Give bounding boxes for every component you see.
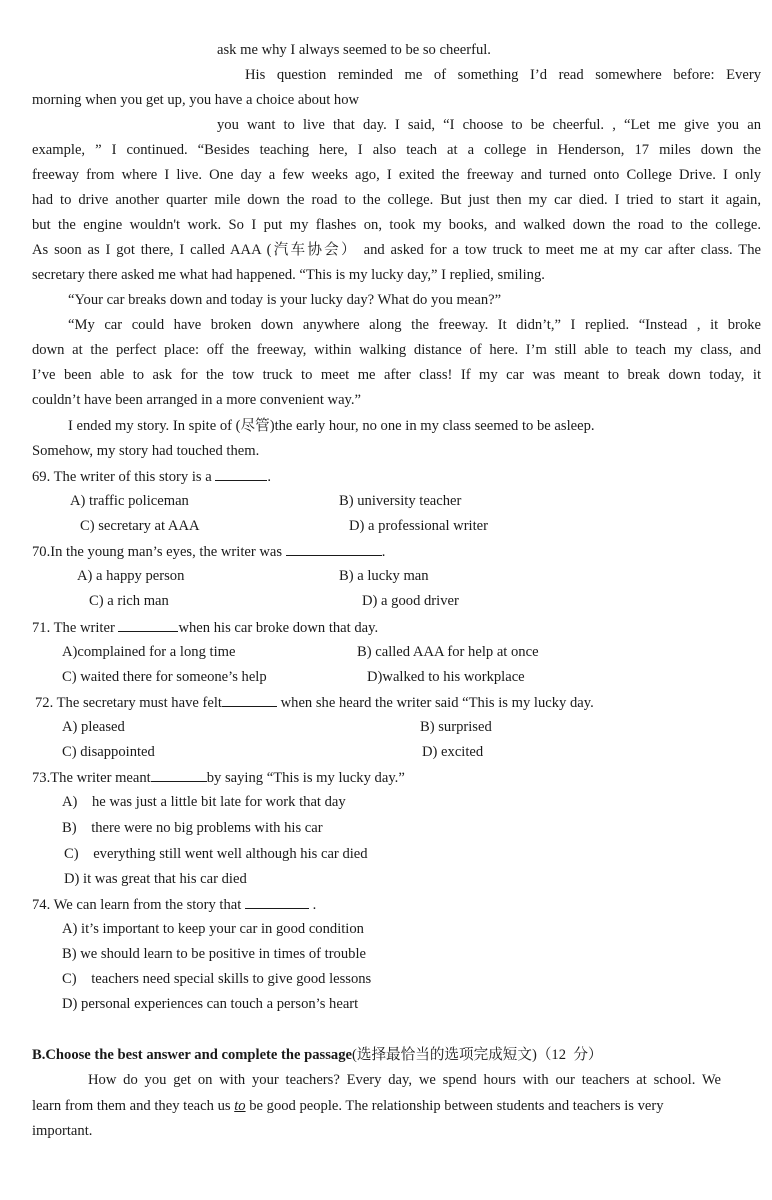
option[interactable]: C) a rich man xyxy=(89,593,169,609)
passage-line: couldn’t have been arranged in a more convenient way.” xyxy=(32,392,362,408)
answer-blank[interactable] xyxy=(222,693,277,707)
option[interactable]: C) everything still went well although his car died xyxy=(64,846,368,862)
passage-line: ask me why I always seemed to be so cheerful. xyxy=(217,42,491,58)
option[interactable]: A) he was just a little bit late for work that day xyxy=(62,794,346,810)
passage-line: “My car could have broken down anywhere along the freeway. It didn’t,” I replied. “Instead , it broke xyxy=(68,317,761,333)
answer-blank[interactable] xyxy=(215,467,267,481)
option[interactable]: A) a happy person xyxy=(77,568,185,584)
question-stem-text: . xyxy=(381,544,386,560)
question-73-stem xyxy=(32,768,405,787)
passage-line: down at the perfect place: off the freeway, within walking distance of here. I’m still able to teach my class, and xyxy=(32,342,761,358)
option[interactable]: A) pleased xyxy=(62,719,125,735)
passage-line: I’ve been able to ask for the tow truck to meet me after class! If my car was meant to break down today, it xyxy=(32,367,761,383)
paragraph-text: be good people. The relationship between students and teachers is very xyxy=(245,1098,664,1114)
option[interactable]: B) surprised xyxy=(420,719,492,735)
option[interactable]: B) called AAA for help at once xyxy=(357,644,539,660)
passage-line: but the engine wouldn't work. So I put my flashes on, took my books, and walked down the road to the college. xyxy=(32,217,761,233)
question-stem-text: by saying “This is my lucky day.” xyxy=(206,770,405,786)
question-stem-text: 74. We can learn from the story that xyxy=(32,897,242,913)
option[interactable]: A) traffic policeman xyxy=(70,493,189,509)
passage-line: Somehow, my story had touched them. xyxy=(32,443,260,459)
question-74-stem xyxy=(32,895,316,914)
option[interactable]: A)complained for a long time xyxy=(62,644,236,660)
section-b-title: B.Choose the best answer and complete the passage xyxy=(32,1047,352,1063)
question-70-stem xyxy=(32,542,385,561)
passage-line: “Your car breaks down and today is your lucky day? What do you mean?” xyxy=(68,292,502,308)
section-b-paragraph xyxy=(32,1097,761,1115)
passage-line: secretary there asked me what had happened. “This is my lucky day,” I replied, smiling. xyxy=(32,267,545,283)
passage-line: you want to live that day. I said, “I choose to be cheerful. , “Let me give you an xyxy=(217,117,761,133)
passage-line: freeway from where I live. One day a few weeks ago, I exited the freeway and turned onto College Drive. I only xyxy=(32,167,761,183)
question-72-stem xyxy=(35,693,594,712)
passage-line: morning when you get up, you have a choice about how xyxy=(32,92,360,108)
section-b-title-cn: (选择最恰当的选项完成短文)（12 分） xyxy=(351,1047,603,1063)
option[interactable]: A) it’s important to keep your car in good condition xyxy=(62,921,364,937)
question-stem-text: 71. The writer xyxy=(32,620,115,636)
question-stem-text: 72. The secretary must have felt xyxy=(35,695,222,711)
paragraph-text: learn from them and they teach us xyxy=(32,1098,235,1114)
option[interactable]: C) waited there for someone’s help xyxy=(62,669,267,685)
option[interactable]: B) we should learn to be positive in times of trouble xyxy=(62,946,366,962)
passage-line: As soon as I got there, I called AAA (汽车协会） and asked for a tow truck to meet me at my car after class. The xyxy=(32,242,761,258)
answer-blank[interactable] xyxy=(151,768,207,782)
option[interactable]: D) excited xyxy=(422,744,484,760)
passage-line: example, ” I continued. “Besides teaching here, I also teach at a college in Henderson, 17 miles down the xyxy=(32,142,761,158)
option[interactable]: B) a lucky man xyxy=(339,568,429,584)
answer-blank[interactable] xyxy=(286,542,382,556)
question-stem-text: when his car broke down that day. xyxy=(178,620,379,636)
option[interactable]: B) university teacher xyxy=(339,493,462,509)
underlined-word: to xyxy=(234,1098,246,1114)
question-stem-text: 69. The writer of this story is a xyxy=(32,469,212,485)
option[interactable]: D) it was great that his car died xyxy=(64,871,247,887)
section-b-heading xyxy=(32,1046,603,1064)
option[interactable]: D) a professional writer xyxy=(349,518,488,534)
passage-line: His question reminded me of something I’d read somewhere before: Every xyxy=(245,67,761,83)
option[interactable]: B) there were no big problems with his car xyxy=(62,820,323,836)
question-stem-text: 73.The writer meant xyxy=(32,770,151,786)
question-stem-text: when she heard the writer said “This is my lucky day. xyxy=(276,695,594,711)
question-stem-text: . xyxy=(308,897,317,913)
question-stem-text: . xyxy=(267,469,272,485)
section-b-paragraph: How do you get on with your teachers? Every day, we spend hours with our teachers at school. We xyxy=(88,1072,721,1088)
option[interactable]: C) secretary at AAA xyxy=(80,518,200,534)
section-b-paragraph: important. xyxy=(32,1123,93,1139)
question-71-stem xyxy=(32,618,378,637)
passage-line: I ended my story. In spite of (尽管)the early hour, no one in my class seemed to be asleep. xyxy=(68,418,595,434)
answer-blank[interactable] xyxy=(245,895,309,909)
option[interactable]: D) personal experiences can touch a person’s heart xyxy=(62,996,359,1012)
answer-blank[interactable] xyxy=(118,618,178,632)
passage-line: had to drive another quarter mile down the road to the college. But just then my car died. I tried to start it again, xyxy=(32,192,761,208)
option[interactable]: C) teachers need special skills to give good lessons xyxy=(62,971,372,987)
option[interactable]: C) disappointed xyxy=(62,744,155,760)
option[interactable]: D) a good driver xyxy=(362,593,459,609)
question-69-stem xyxy=(32,467,271,486)
question-stem-text: 70.In the young man’s eyes, the writer was xyxy=(32,544,283,560)
option[interactable]: D)walked to his workplace xyxy=(367,669,525,685)
